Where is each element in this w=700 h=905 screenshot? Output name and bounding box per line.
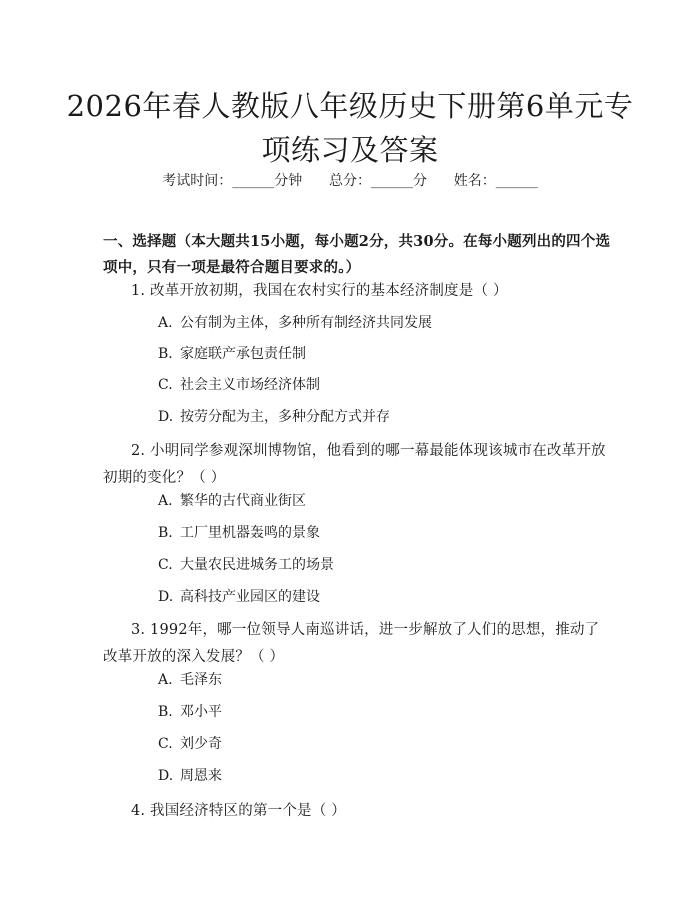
- question-1: 1. 改革开放初期，我国在农村实行的基本经济制度是（ ）: [131, 283, 508, 299]
- option-text: 家庭联产承包责任制: [180, 346, 306, 362]
- question-3: 3. 1992年，哪一位领导人南巡讲话，进一步解放了人们的思想，推动了改革开放的深入发展？（ ）: [103, 622, 600, 665]
- option-text: 邓小平: [180, 704, 222, 720]
- question-2-option-a: [158, 491, 306, 511]
- option-letter: C.: [158, 736, 173, 752]
- section-heading: 一、选择题（本大题共15小题，每小题2分，共30分。在每小题列出的四个选项中，只有一项是最符合题目要求的。）: [103, 233, 611, 276]
- option-text: 社会主义市场经济体制: [180, 377, 320, 393]
- option-text: 公有制为主体，多种所有制经济共同发展: [180, 315, 432, 331]
- option-letter: D.: [158, 589, 174, 605]
- option-text: 按劳分配为主，多种分配方式并存: [180, 409, 390, 425]
- option-text: 工厂里机器轰鸣的景象: [180, 525, 320, 541]
- question-1-option-d: [158, 407, 390, 427]
- option-letter: C.: [158, 557, 173, 573]
- option-letter: B.: [158, 346, 173, 362]
- option-text: 高科技产业园区的建设: [180, 589, 320, 605]
- option-letter: D.: [158, 768, 174, 784]
- option-text: 周恩来: [180, 768, 222, 784]
- question-1-option-c: [158, 375, 320, 395]
- question-1-option-a: [158, 313, 432, 333]
- option-text: 繁华的古代商业街区: [180, 493, 306, 509]
- option-letter: A.: [158, 315, 173, 331]
- question-2-option-b: [158, 523, 320, 543]
- option-letter: B.: [158, 704, 173, 720]
- option-letter: B.: [158, 525, 173, 541]
- option-letter: A.: [158, 672, 173, 688]
- option-text: 刘少奇: [180, 736, 222, 752]
- option-letter: D.: [158, 409, 174, 425]
- question-2-option-d: [158, 587, 320, 607]
- question-2: 2. 小明同学参观深圳博物馆，他看到的哪一幕最能体现该城市在改革开放初期的变化？（ ）: [103, 443, 606, 486]
- question-1-option-b: [158, 344, 306, 364]
- option-text: 大量农民进城务工的场景: [180, 557, 334, 573]
- option-letter: C.: [158, 377, 173, 393]
- question-3-option-b: [158, 702, 222, 722]
- option-letter: A.: [158, 493, 173, 509]
- document-title: 2026年春人教版八年级历史下册第6单元专项练习及答案: [66, 89, 634, 167]
- option-text: 毛泽东: [180, 672, 222, 688]
- exam-info-line: 考试时间：______分钟 总分：______分 姓名：______: [162, 173, 538, 189]
- question-3-option-d: [158, 766, 222, 786]
- question-3-option-a: [158, 670, 222, 690]
- question-2-option-c: [158, 555, 334, 575]
- question-3-option-c: [158, 734, 222, 754]
- question-4: 4. 我国经济特区的第一个是（ ）: [131, 803, 346, 819]
